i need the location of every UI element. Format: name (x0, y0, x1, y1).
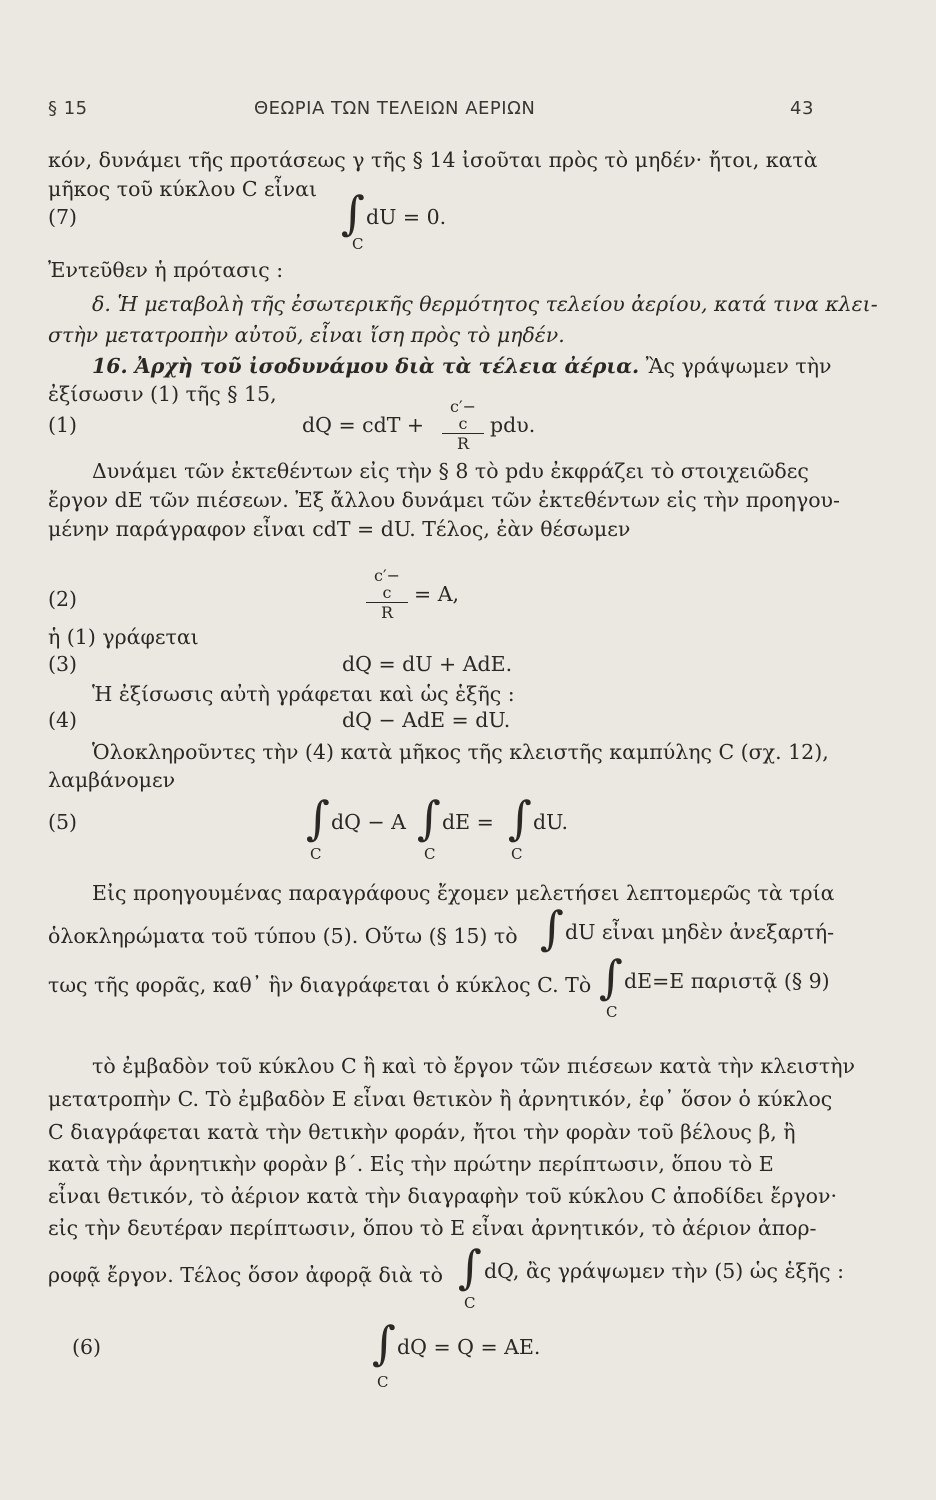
equation-body: dU. (533, 810, 569, 834)
text-line: κόν, δυνάμει τῆς προτάσεως γ τῆς § 14 ἰσοῦται πρὸς τὸ μηδέν· ἤτοι, κατὰ (48, 148, 818, 172)
integral-subscript: C (310, 845, 322, 863)
equation-body: = A, (414, 582, 460, 606)
equation-body: dQ = dU + AdE. (342, 652, 513, 676)
text-line: Ἡ ἐξίσωσις αὐτὴ γράφεται καὶ ὡς ἑξῆς : (92, 682, 515, 706)
fraction (442, 398, 484, 452)
page-number: 43 (790, 98, 814, 119)
running-title: ΘΕΩΡΙΑ ΤΩΝ ΤΕΛΕΙΩΝ ΑΕΡΙΩΝ (254, 98, 536, 119)
text-line: Εἰς προηγουμένας παραγράφους ἔχομεν μελετήσει λεπτομερῶς τὰ τρία (92, 881, 835, 905)
integral-subscript: C (464, 1294, 476, 1312)
text-line: εἰς τὴν δευτέραν περίπτωσιν, ὅπου τὸ E εἶναι ἀρνητικόν, τὸ ἀέριον ἀπορ- (48, 1216, 817, 1240)
equation-label: (2) (48, 587, 78, 611)
integral-sign: ∫ (540, 901, 564, 955)
text-line: Ὁλοκληροῦντες τὴν (4) κατὰ μῆκος τῆς κλειστῆς καμπύλης C (σχ. 12), (92, 740, 829, 764)
integral-sign: ∫ (306, 791, 330, 845)
integral-sign: ∫ (417, 791, 441, 845)
equation-label: (5) (48, 810, 78, 834)
text-line: dE=E παριστᾷ (§ 9) (624, 969, 830, 993)
integral-sign: ∫ (341, 186, 365, 240)
equation-body: dQ = cdT + (302, 413, 425, 437)
theorem-text: στὴν μετατροπὴν αὐτοῦ, εἶναι ἴση πρὸς τὸ μηδέν. (48, 323, 565, 347)
text-line: μῆκος τοῦ κύκλου C εἶναι (48, 177, 318, 201)
equation-label: (3) (48, 652, 78, 676)
fraction-denominator: R (456, 434, 470, 453)
fraction-denominator: R (380, 603, 394, 622)
text-line: τὸ ἐμβαδὸν τοῦ κύκλου C ἢ καὶ τὸ ἔργον τῶν πιέσεων κατὰ τὴν κλειστὴν (92, 1054, 855, 1078)
equation-label: (1) (48, 413, 78, 437)
text-line: ἐξίσωσιν (1) τῆς § 15, (48, 382, 277, 406)
text-line: μετατροπὴν C. Τὸ ἐμβαδὸν E εἶναι θετικὸν ἢ ἀρνητικόν, ἐφ᾿ ὅσον ὁ κύκλος (48, 1087, 833, 1111)
equation-label: (4) (48, 708, 78, 732)
equation-body: dQ − AdE = dU. (342, 708, 511, 732)
section-heading: 16. Ἀρχὴ τοῦ ἰσοδυνάμου διὰ τὰ τέλεια ἀέρια. (92, 354, 640, 378)
text-line: Δυνάμει τῶν ἐκτεθέντων εἰς τὴν § 8 τὸ pdυ ἐκφράζει τὸ στοιχειῶδες (92, 459, 809, 483)
equation-label: (7) (48, 205, 78, 229)
text-line: κατὰ τὴν ἀρνητικὴν φορὰν β΄. Εἰς τὴν πρώτην περίπτωσιν, ὅπου τὸ E (48, 1152, 774, 1176)
equation-body: dU = 0. (366, 205, 447, 229)
text-line: ἔργον dE τῶν πιέσεων. Ἐξ ἄλλου δυνάμει τῶν ἐκτεθέντων εἰς τὴν προηγου- (48, 488, 840, 512)
text-line: ἡ (1) γράφεται (48, 625, 199, 649)
integral-subscript: C (352, 235, 364, 253)
text-line: dQ, ἂς γράψωμεν τὴν (5) ὡς ἑξῆς : (484, 1259, 844, 1283)
text-line: dU εἶναι μηδὲν ἀνεξαρτή- (565, 920, 835, 944)
equation-label: (6) (72, 1335, 102, 1359)
equation-body: dQ = Q = AE. (397, 1335, 541, 1359)
integral-sign: ∫ (372, 1316, 396, 1370)
equation-body: pdυ. (490, 413, 536, 437)
integral-subscript: C (377, 1373, 389, 1391)
theorem-text: δ. Ἡ μεταβολὴ τῆς ἐσωτερικῆς θερμότητος τελείου ἀερίου, κατά τινα κλει- (92, 292, 878, 316)
integral-subscript: C (511, 845, 523, 863)
fraction (366, 567, 408, 621)
text-line: εἶναι θετικόν, τὸ ἀέριον κατὰ τὴν διαγραφὴν τοῦ κύκλου C ἀποδίδει ἔργον· (48, 1184, 837, 1208)
text-line: ροφᾷ ἔργον. Τέλος ὅσον ἀφορᾷ διὰ τὸ (48, 1263, 443, 1287)
fraction-numerator: c′− c (450, 397, 476, 433)
integral-sign: ∫ (458, 1240, 482, 1294)
section-marker: § 15 (48, 98, 88, 119)
text-fragment: Ἂς γράψωμεν τὴν (645, 354, 832, 378)
equation-body: dQ − A (331, 810, 406, 834)
text-line: τως τῆς φορᾶς, καθ᾿ ἣν διαγράφεται ὁ κύκλος C. Τὸ (48, 973, 592, 997)
equation-body: dE = (442, 810, 494, 834)
fraction-numerator: c′− c (374, 566, 400, 602)
integral-sign: ∫ (508, 791, 532, 845)
integral-subscript: C (606, 1003, 618, 1021)
text-line: μένην παράγραφον εἶναι cdT = dU. Τέλος, ἐὰν θέσωμεν (48, 517, 631, 541)
section-heading-line (92, 353, 831, 379)
text-line: λαμβάνομεν (48, 768, 176, 792)
integral-sign: ∫ (599, 950, 623, 1004)
text-line: Ἐντεῦθεν ἡ πρότασις : (48, 258, 284, 282)
text-line: ὁλοκληρώματα τοῦ τύπου (5). Οὕτω (§ 15) τὸ (48, 924, 518, 948)
text-line: C διαγράφεται κατὰ τὴν θετικὴν φοράν, ἤτοι τὴν φορὰν τοῦ βέλους β, ἢ (48, 1120, 796, 1144)
integral-subscript: C (424, 845, 436, 863)
